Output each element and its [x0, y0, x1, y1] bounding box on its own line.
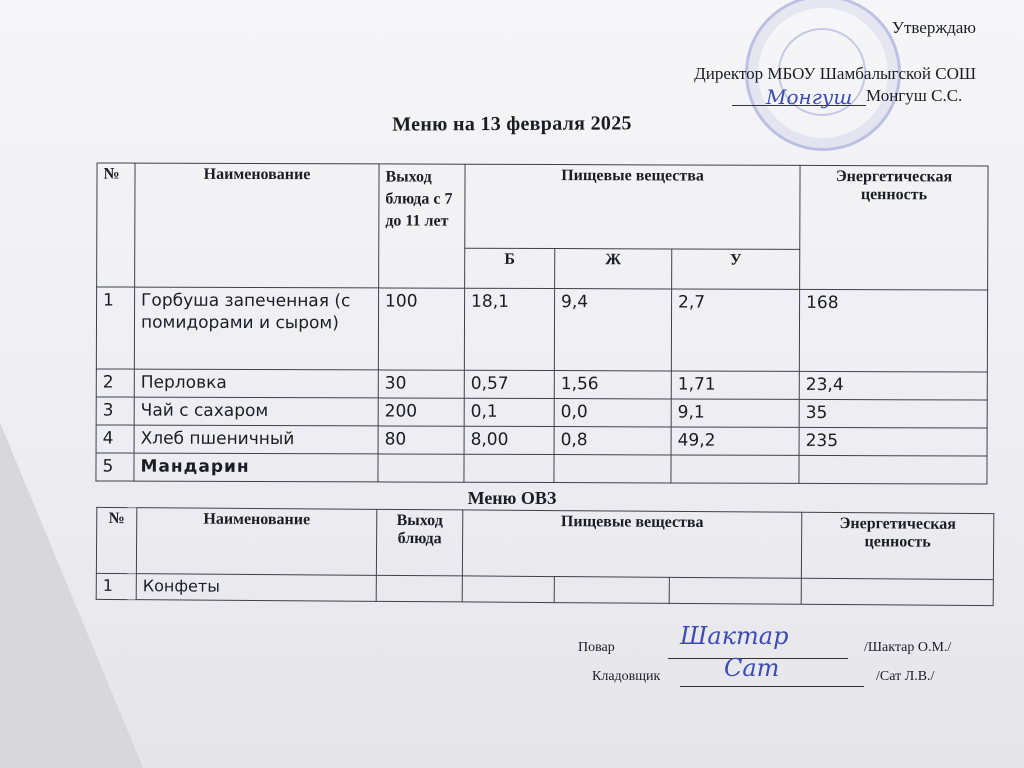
- fats-value: 1,56: [554, 371, 671, 399]
- storekeeper-signature-line: [680, 654, 864, 687]
- carbs-value: [671, 455, 799, 483]
- col-nutrients: Пищевые вещества: [465, 164, 800, 249]
- col-energy: Энергетическая ценность: [801, 512, 993, 579]
- director-signature: Монгуш: [766, 85, 853, 109]
- col-carbs: У: [672, 249, 800, 289]
- cook-signature: Шактар: [680, 622, 789, 650]
- storekeeper-signature: Сат: [724, 654, 780, 682]
- dish-yield: 100: [378, 288, 464, 370]
- col-proteins: Б: [465, 248, 555, 288]
- dish-name: Чай с сахаром: [134, 397, 378, 426]
- dish-yield: 200: [378, 398, 464, 426]
- storekeeper-name: /Сат Л.В./: [876, 669, 935, 684]
- fats-value: 0,8: [554, 427, 671, 455]
- row-number: 2: [96, 369, 134, 397]
- ovz-menu-title: Меню ОВЗ: [467, 488, 557, 508]
- approval-label: Утверждаю: [891, 18, 976, 37]
- col-name: Наименование: [135, 163, 379, 288]
- proteins-value: 8,00: [464, 426, 554, 454]
- main-menu-table: [95, 162, 988, 484]
- dish-yield: 30: [378, 370, 464, 398]
- energy-value: 168: [799, 289, 987, 372]
- table-row: [96, 397, 987, 428]
- dish-name: Перловка: [134, 369, 378, 398]
- energy-value: 35: [799, 399, 987, 428]
- carbs-value: 9,1: [671, 399, 799, 427]
- dish-yield: [376, 575, 462, 602]
- fats-value: 9,4: [554, 289, 671, 371]
- proteins-value: 18,1: [464, 288, 554, 370]
- carbs-value: [669, 577, 801, 604]
- energy-value: [801, 578, 993, 605]
- energy-value: [799, 455, 987, 484]
- proteins-value: [464, 454, 554, 482]
- table-row: [96, 453, 987, 484]
- proteins-value: [462, 576, 554, 603]
- carbs-value: 1,71: [671, 371, 799, 399]
- table-row: [96, 369, 987, 400]
- col-number: №: [97, 163, 135, 287]
- row-number: 3: [96, 397, 134, 425]
- energy-value: 23,4: [799, 371, 987, 400]
- cook-label: Повар: [578, 640, 615, 655]
- dish-name: Конфеты: [136, 574, 376, 602]
- row-number: 5: [96, 453, 134, 481]
- fats-value: 0,0: [554, 399, 671, 427]
- dish-name: Хлеб пшеничный: [134, 425, 378, 454]
- carbs-value: 49,2: [671, 427, 799, 455]
- col-name: Наименование: [136, 508, 376, 576]
- fats-value: [554, 455, 671, 483]
- col-energy: Энергетическая ценность: [800, 165, 988, 290]
- col-fats: Ж: [555, 249, 672, 289]
- row-number: 4: [96, 425, 134, 453]
- energy-value: 235: [799, 427, 987, 456]
- col-yield: Выход блюда: [376, 509, 462, 576]
- dish-yield: [378, 454, 464, 482]
- dish-name: Горбуша запеченная (с помидорами и сыром): [134, 287, 378, 370]
- col-nutrients: Пищевые вещества: [462, 510, 801, 578]
- table-row: [96, 287, 987, 372]
- proteins-value: 0,57: [464, 370, 554, 398]
- dish-yield: 80: [378, 426, 464, 454]
- director-line: Директор МБОУ Шамбалыгской СОШ: [694, 64, 976, 83]
- director-signature-line: [732, 85, 963, 109]
- cook-name: /Шактар О.М./: [864, 640, 952, 655]
- col-yield: Выход блюда с 7 до 11 лет: [379, 164, 465, 288]
- row-number: 1: [96, 573, 136, 599]
- signature-underline: [732, 85, 866, 109]
- fats-value: [554, 577, 669, 604]
- ovz-menu-table: [96, 507, 995, 606]
- director-name: Монгуш С.С.: [866, 86, 963, 105]
- col-number: №: [96, 507, 136, 573]
- storekeeper-label: Кладовщик: [592, 669, 661, 684]
- carbs-value: 2,7: [671, 289, 799, 371]
- proteins-value: 0,1: [464, 398, 554, 426]
- page-title: Меню на 13 февраля 2025: [392, 112, 632, 136]
- table-row: [96, 425, 987, 456]
- table-row: [96, 573, 993, 605]
- dish-name: Мандарин: [134, 453, 378, 482]
- row-number: 1: [96, 287, 134, 369]
